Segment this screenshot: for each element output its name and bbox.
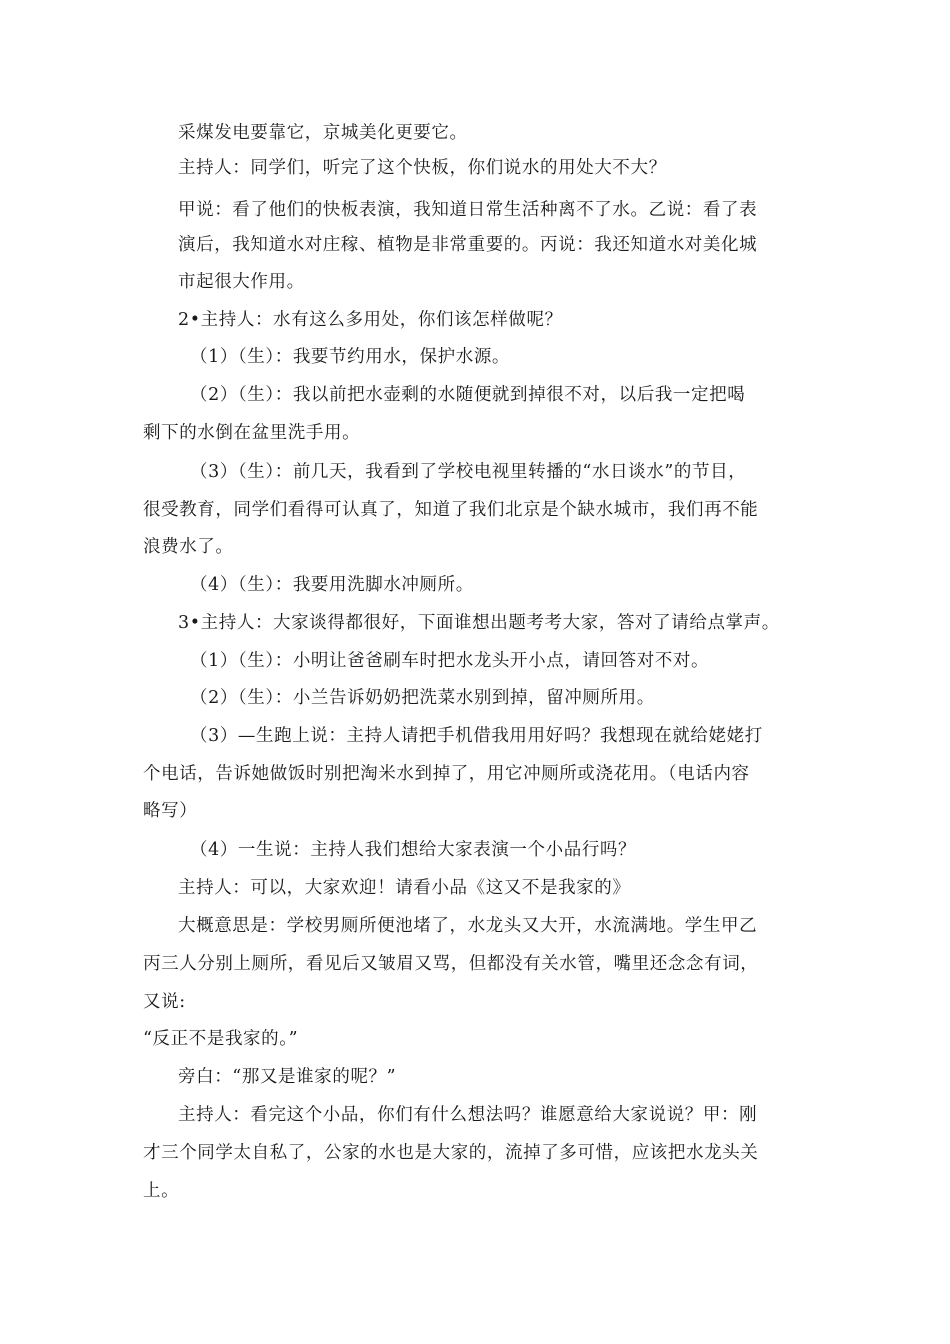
text-line: 又说:	[143, 992, 186, 1012]
text-line: （2）（生）：小兰告诉奶奶把洗菜水别到掉，留冲厕所用。	[190, 688, 655, 708]
text-line: 上。	[143, 1181, 180, 1201]
text-line: （3）（生）：前几天，我看到了学校电视里转播的“水日谈水”的节目，	[190, 462, 747, 482]
text-line: 个电话，告诉她做饭时别把淘米水到掉了，用它冲厕所或浇花用。（电话内容	[143, 764, 750, 784]
text-line: （2）（生）：我以前把水壶剩的水随便就到掉很不对，以后我一定把喝	[190, 385, 746, 405]
text-line: 3•主持人：大家谈得都很好，下面谁想出题考考大家，答对了请给点掌声。	[178, 613, 780, 633]
text-line: 大概意思是：学校男厕所便池堵了，水龙头又大开，水流满地。学生甲乙	[178, 916, 758, 936]
text-line: （4）（生）：我要用洗脚水冲厕所。	[190, 575, 474, 595]
text-line: 演后，我知道水对庄稼、植物是非常重要的。丙说：我还知道水对美化城	[178, 235, 758, 255]
text-line: 主持人：同学们，听完了这个快板，你们说水的用处大不大？	[178, 158, 667, 178]
text-line: 很受教育，同学们看得可认真了，知道了我们北京是个缺水城市，我们再不能	[143, 500, 759, 520]
text-line: （1）（生）：小明让爸爸刷车时把水龙头开小点，请回答对不对。	[190, 651, 710, 671]
text-line: 才三个同学太自私了，公家的水也是大家的，流掉了多可惜，应该把水龙头关	[143, 1143, 759, 1163]
text-line: 丙三人分别上厕所，看见后又皱眉又骂，但都没有关水管，嘴里还念念有词，	[143, 954, 759, 974]
text-line: 甲说：看了他们的快板表演，我知道日常生活种离不了水。乙说：看了表	[178, 200, 758, 220]
text-line: 略写）	[143, 801, 198, 821]
text-line: 2•主持人：水有这么多用处，你们该怎样做呢？	[178, 310, 563, 330]
text-line: 旁白：“那又是谁家的呢？”	[178, 1067, 397, 1087]
text-line: 浪费水了。	[143, 537, 234, 557]
text-line: 主持人：可以，大家欢迎！请看小品《这又不是我家的》	[178, 878, 631, 898]
text-line: 市起很大作用。	[178, 272, 305, 292]
text-line: （4）一生说：主持人我们想给大家表演一个小品行吗？	[190, 840, 637, 860]
text-line: 主持人：看完这个小品，你们有什么想法吗？谁愿意给大家说说？甲：刚	[178, 1105, 758, 1125]
text-line: 剩下的水倒在盆里洗手用。	[143, 423, 361, 443]
text-line: “反正不是我家的。”	[143, 1029, 299, 1049]
text-line: （1）（生）：我要节约用水，保护水源。	[190, 347, 511, 367]
text-line: 采煤发电要靠它，京城美化更要它。	[178, 123, 468, 143]
text-line: （3）—生跑上说：主持人请把手机借我用用好吗？我想现在就给姥姥打	[190, 726, 763, 746]
